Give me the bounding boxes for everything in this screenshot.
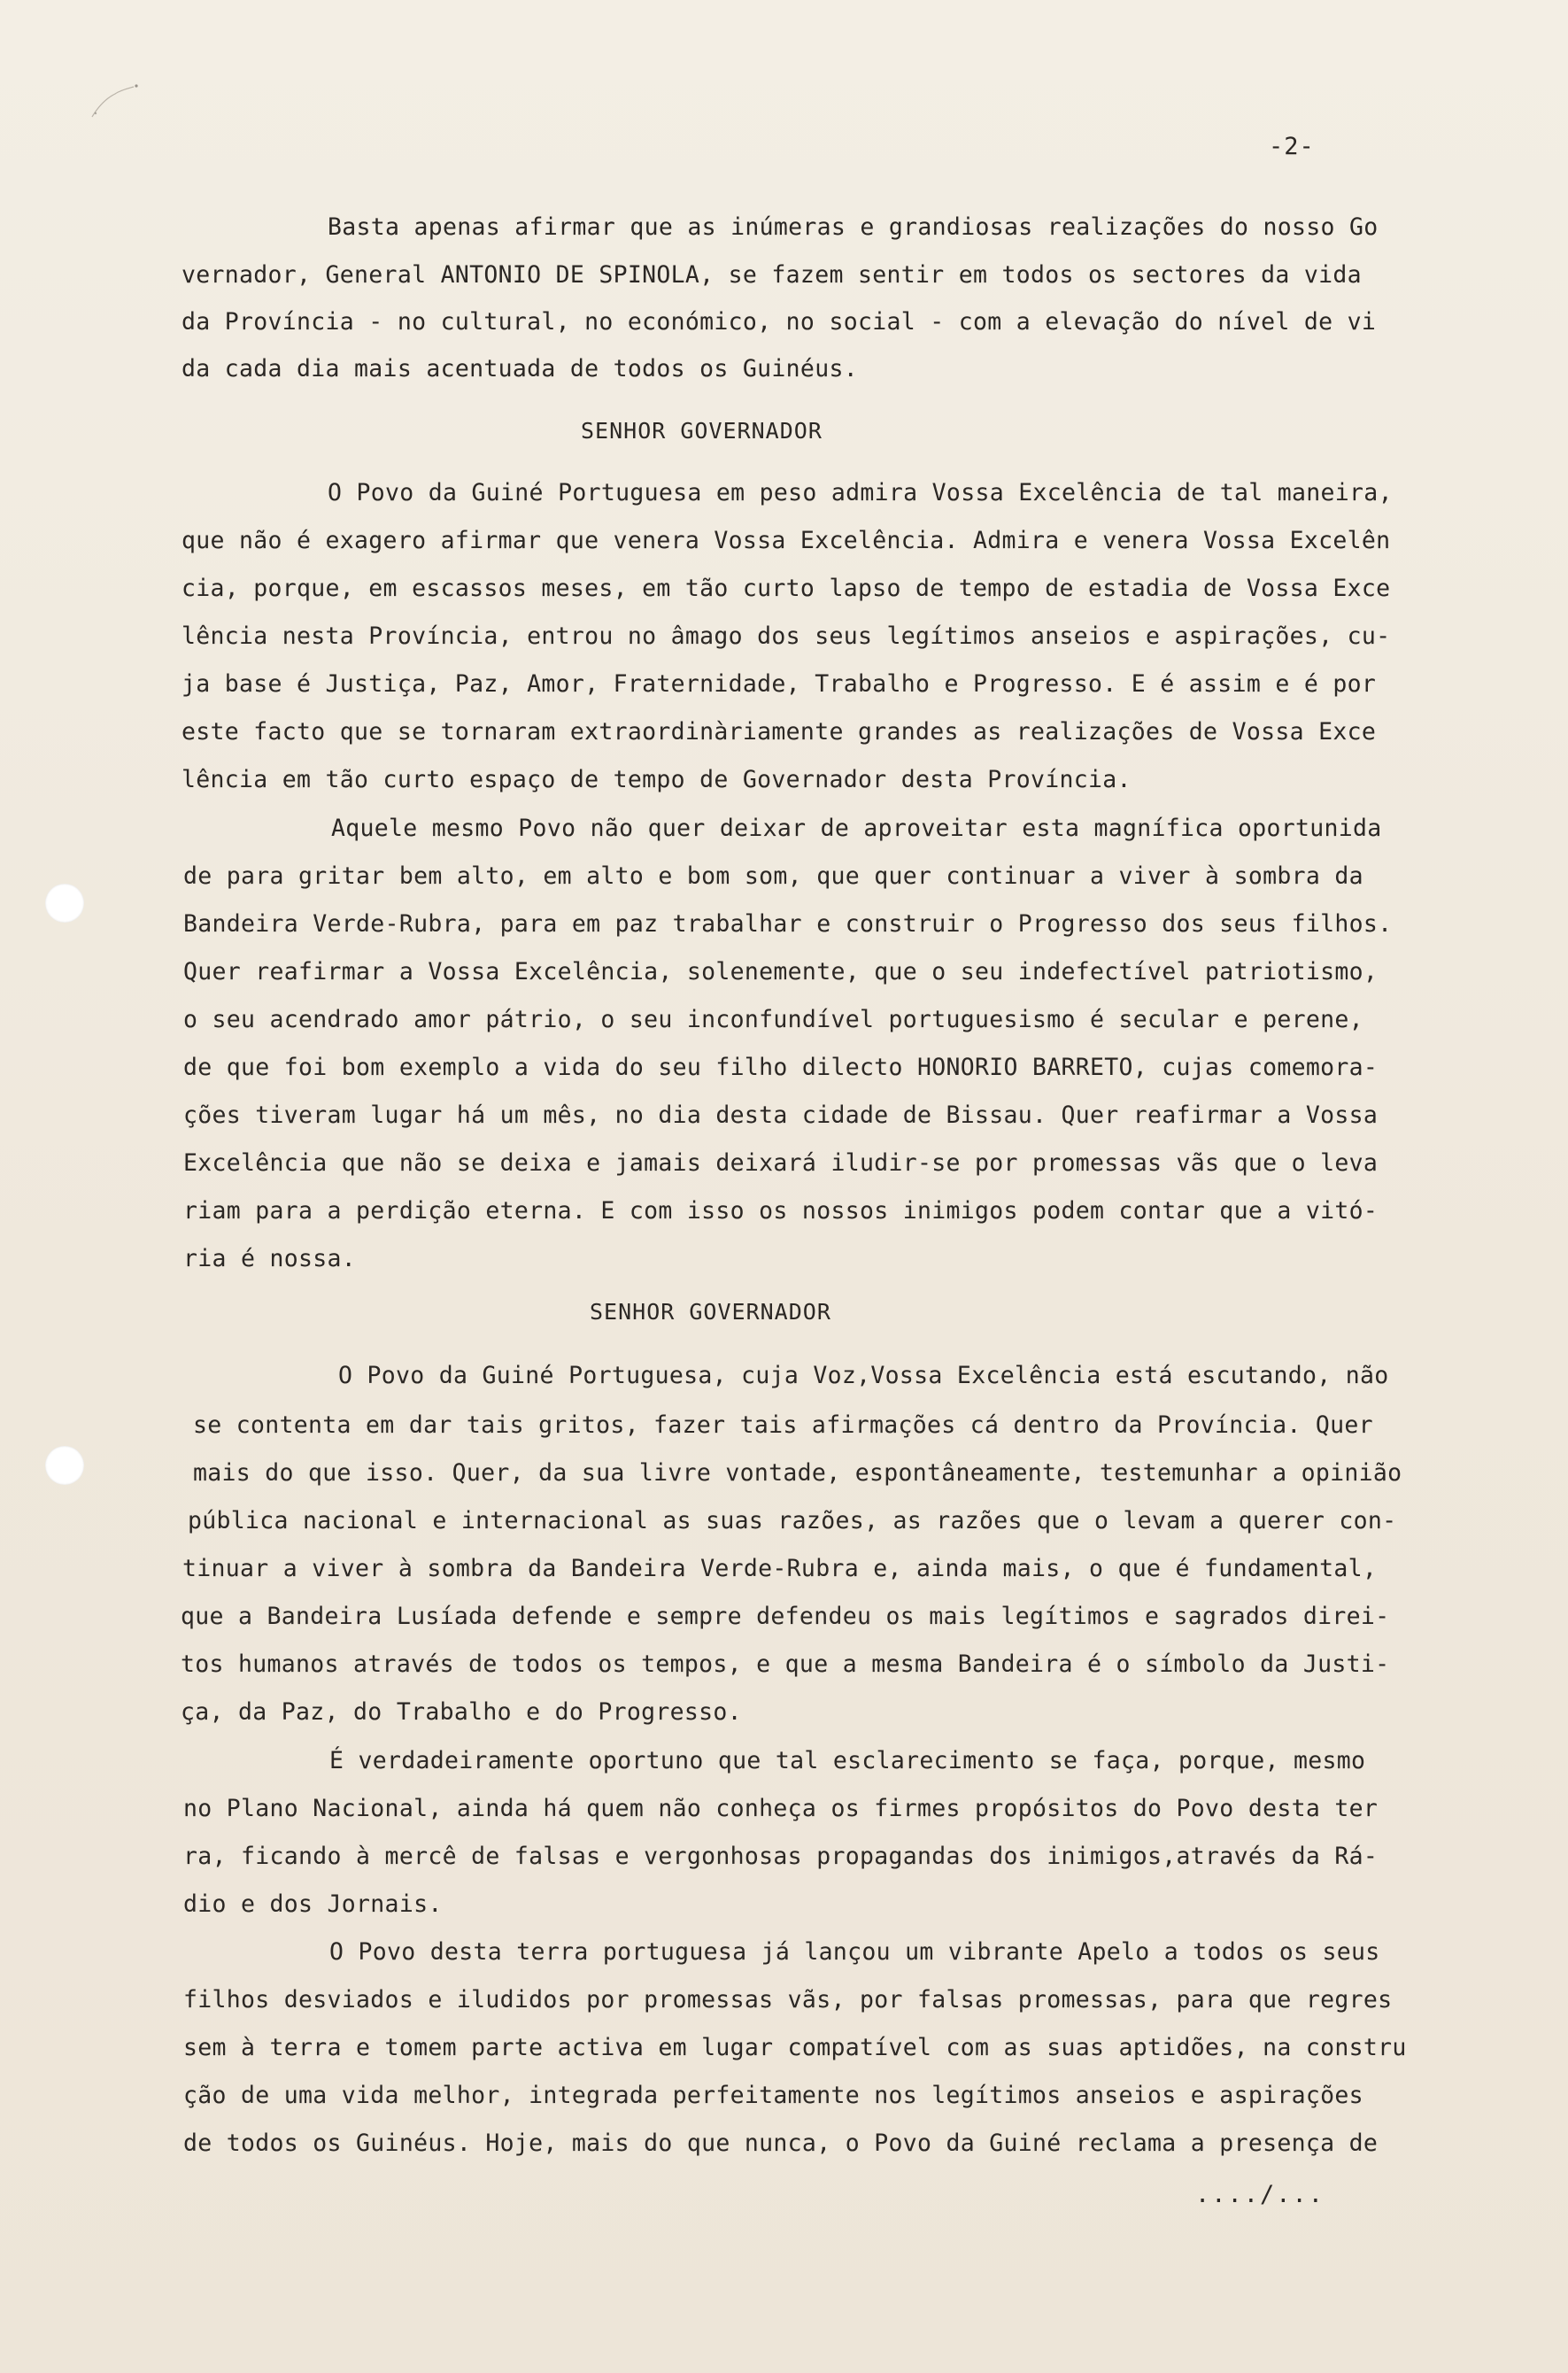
text-line: da cada dia mais acentuada de todos os Guinéus.: [182, 355, 858, 383]
text-line: tos humanos através de todos os tempos, e que a mesma Bandeira é o símbolo da Justi-: [181, 1650, 1390, 1678]
section-heading: SENHOR GOVERNADOR: [590, 1299, 831, 1325]
text-line: ça, da Paz, do Trabalho e do Progresso.: [181, 1698, 742, 1726]
text-line: É verdadeiramente oportuno que tal esclarecimento se faça, porque, mesmo: [329, 1747, 1366, 1774]
paper-stain-mark: [85, 81, 138, 126]
text-line: Aquele mesmo Povo não quer deixar de aproveitar esta magnífica oportunida: [331, 815, 1382, 842]
text-line: O Povo da Guiné Portuguesa em peso admira Vossa Excelência de tal maneira,: [328, 479, 1393, 506]
text-line: de para gritar bem alto, em alto e bom som, que quer continuar a viver à sombra da: [183, 862, 1363, 890]
text-line: da Província - no cultural, no económico, no social - com a elevação do nível de vi: [182, 308, 1377, 336]
continuation-mark: ..../...: [1195, 2181, 1325, 2208]
text-line: O Povo da Guiné Portuguesa, cuja Voz,Vossa Excelência está escutando, não: [338, 1362, 1389, 1389]
text-line: mais do que isso. Quer, da sua livre vontade, espontâneamente, testemunhar a opinião: [193, 1459, 1402, 1487]
text-line: cia, porque, em escassos meses, em tão curto lapso de tempo de estadia de Vossa Exce: [182, 575, 1391, 602]
text-line: ção de uma vida melhor, integrada perfeitamente nos legítimos anseios e aspirações: [183, 2082, 1363, 2109]
text-line: sem à terra e tomem parte activa em lugar compatível com as suas aptidões, na constru: [183, 2034, 1407, 2061]
text-line: que não é exagero afirmar que venera Vossa Excelência. Admira e venera Vossa Excelên: [182, 527, 1391, 554]
text-line: se contenta em dar tais gritos, fazer tais afirmações cá dentro da Província. Quer: [193, 1411, 1373, 1439]
section-heading: SENHOR GOVERNADOR: [581, 418, 823, 444]
text-line: Quer reafirmar a Vossa Excelência, solenemente, que o seu indefectível patriotismo,: [183, 958, 1379, 986]
text-line: riam para a perdição eterna. E com isso os nossos inimigos podem contar que a vitó-: [183, 1197, 1379, 1225]
text-line: ja base é Justiça, Paz, Amor, Fraternidade, Trabalho e Progresso. E é assim e é por: [182, 670, 1377, 698]
text-line: que a Bandeira Lusíada defende e sempre defendeu os mais legítimos e sagrados direi-: [181, 1603, 1390, 1630]
punch-hole-bottom: [45, 1446, 84, 1485]
text-line: Basta apenas afirmar que as inúmeras e grandiosas realizações do nosso Go: [328, 213, 1379, 241]
text-line: O Povo desta terra portuguesa já lançou um vibrante Apelo a todos os seus: [329, 1938, 1380, 1966]
text-line: lência em tão curto espaço de tempo de Governador desta Província.: [182, 766, 1132, 793]
text-line: de que foi bom exemplo a vida do seu filho dilecto HONORIO BARRETO, cujas comemora-: [183, 1054, 1379, 1081]
text-line: dio e dos Jornais.: [183, 1890, 443, 1918]
page-number: -2-: [1269, 133, 1315, 160]
text-line: ria é nossa.: [183, 1245, 357, 1272]
text-line: ções tiveram lugar há um mês, no dia desta cidade de Bissau. Quer reafirmar a Vossa: [183, 1101, 1379, 1129]
text-line: Excelência que não se deixa e jamais deixará iludir-se por promessas vãs que o leva: [183, 1149, 1379, 1177]
punch-hole-top: [45, 884, 84, 923]
text-line: o seu acendrado amor pátrio, o seu inconfundível portuguesismo é secular e perene,: [183, 1006, 1363, 1033]
text-line: lência nesta Província, entrou no âmago dos seus legítimos anseios e aspirações, cu-: [182, 622, 1391, 650]
text-line: filhos desviados e iludidos por promessas vãs, por falsas promessas, para que regres: [183, 1986, 1393, 2014]
text-line: pública nacional e internacional as suas razões, as razões que o levam a querer con-: [188, 1507, 1397, 1534]
text-line: Bandeira Verde-Rubra, para em paz trabalhar e construir o Progresso dos seus filhos.: [183, 910, 1393, 938]
text-line: de todos os Guinéus. Hoje, mais do que nunca, o Povo da Guiné reclama a presença de: [183, 2130, 1379, 2157]
text-line: tinuar a viver à sombra da Bandeira Verde-Rubra e, ainda mais, o que é fundamental,: [182, 1555, 1378, 1582]
text-line: vernador, General ANTONIO DE SPINOLA, se fazem sentir em todos os sectores da vida: [182, 261, 1362, 289]
text-line: ra, ficando à mercê de falsas e vergonhosas propagandas dos inimigos,através da Rá-: [183, 1843, 1379, 1870]
text-line: no Plano Nacional, ainda há quem não conheça os firmes propósitos do Povo desta ter: [183, 1795, 1379, 1822]
text-line: este facto que se tornaram extraordinàriamente grandes as realizações de Vossa Exce: [182, 718, 1377, 746]
